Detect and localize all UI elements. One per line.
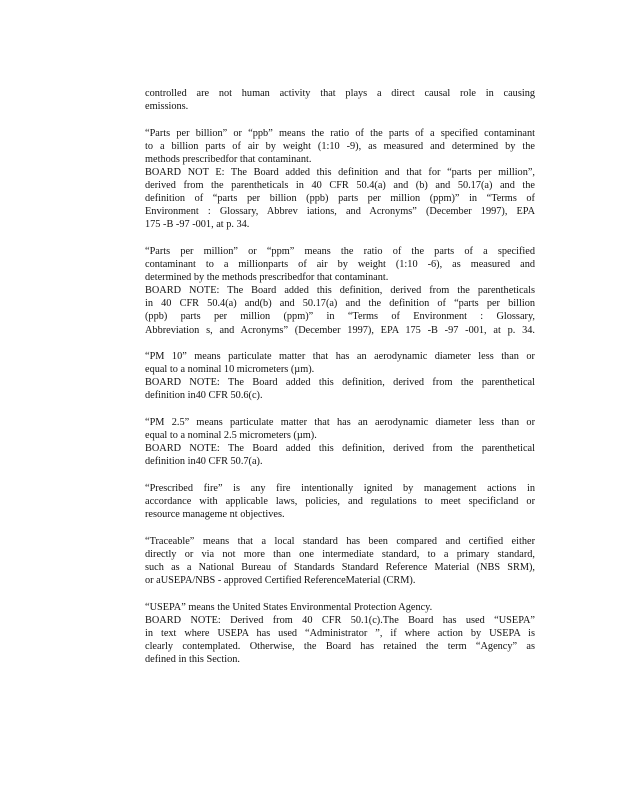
text-line: BOARD NOT E: The Board added this definition and that for “parts per million”, bbox=[145, 166, 535, 178]
text-line: Abbreviation s, and Acronyms” (December 1997), EPA 175 -B -97 -001, at p. 34. bbox=[145, 324, 535, 336]
text-line: BOARD NOTE: The Board added this definition, derived from the parentheticals bbox=[145, 285, 535, 297]
definition-prescribed-fire bbox=[145, 482, 535, 521]
definition-pm25 bbox=[145, 416, 535, 468]
text-line: definition in40 CFR 50.7(a). bbox=[145, 456, 263, 468]
text-line: definition in40 CFR 50.6(c). bbox=[145, 390, 263, 402]
text-line: in text where USEPA has used “Administrator ”, if where action by USEPA is bbox=[145, 627, 535, 639]
text-line: “Prescribed fire” is any fire intentionally ignited by management actions in bbox=[145, 482, 535, 494]
text-line: accordance with applicable laws, policies, and regulations to meet specificland or bbox=[145, 495, 535, 507]
text-line: (ppb) parts per million (ppm)” in “Terms of Environment : Glossary, bbox=[145, 311, 535, 323]
text-line: derived from the parentheticals in 40 CFR 50.4(a) and (b) and 50.17(a) and the bbox=[145, 180, 535, 192]
definition-pm10 bbox=[145, 350, 535, 402]
text-line: methods prescribedfor that contaminant. bbox=[145, 153, 312, 165]
text-line: clearly contemplated. Otherwise, the Board has retained the term “Agency” as bbox=[145, 640, 535, 652]
text-line: defined in this Section. bbox=[145, 653, 240, 665]
text-line: definition of “parts per billion (ppb) parts per million (ppm)” in “Terms of bbox=[145, 193, 535, 205]
document-page bbox=[145, 87, 535, 679]
text-line: BOARD NOTE: Derived from 40 CFR 50.1(c).The Board has used “USEPA” bbox=[145, 614, 535, 626]
text-line: “PM 2.5” means particulate matter that has an aerodynamic diameter less than or bbox=[145, 416, 535, 428]
definition-traceable bbox=[145, 535, 535, 587]
definition-parts-per-billion bbox=[145, 127, 535, 232]
text-line: “Parts per million” or “ppm” means the ratio of the parts of a specified bbox=[145, 245, 535, 257]
paragraph-continuation bbox=[145, 87, 535, 113]
text-line: “USEPA” means the United States Environmental Protection Agency. bbox=[145, 601, 433, 613]
text-line: equal to a nominal 2.5 micrometers (µm). bbox=[145, 430, 317, 442]
text-line: directly or via not more than one intermediate standard, to a primary standard, bbox=[145, 548, 535, 560]
text-line: in 40 CFR 50.4(a) and(b) and 50.17(a) and the definition of “parts per billion bbox=[145, 298, 535, 310]
text-line: “Traceable” means that a local standard has been compared and certified either bbox=[145, 535, 535, 547]
text-line: 175 -B -97 -001, at p. 34. bbox=[145, 219, 250, 231]
definition-usepa bbox=[145, 601, 535, 666]
text-line: “PM 10” means particulate matter that has an aerodynamic diameter less than or bbox=[145, 351, 535, 363]
text-line: controlled are not human activity that plays a direct causal role in causing bbox=[145, 88, 535, 99]
text-line: resource manageme nt objectives. bbox=[145, 509, 285, 521]
text-line: equal to a nominal 10 micrometers (µm). bbox=[145, 364, 315, 376]
text-line: BOARD NOTE: The Board added this definition, derived from the parenthetical bbox=[145, 377, 535, 389]
text-line: determined by the methods prescribedfor that contaminant. bbox=[145, 272, 389, 284]
text-line: emissions. bbox=[145, 101, 189, 113]
text-line: to a billion parts of air by weight (1:10 -9), as measured and determined by the bbox=[145, 140, 535, 152]
text-line: “Parts per billion” or “ppb” means the ratio of the parts of a specified contaminant bbox=[145, 127, 535, 139]
text-line: contaminant to a millionparts of air by weight (1:10 -6), as measured and bbox=[145, 259, 535, 271]
text-line: such as a National Bureau of Standards Standard Reference Material (NBS SRM), bbox=[145, 561, 535, 573]
text-line: or aUSEPA/NBS - approved Certified ReferenceMaterial (CRM). bbox=[145, 574, 416, 586]
definition-parts-per-million bbox=[145, 245, 535, 337]
text-line: BOARD NOTE: The Board added this definition, derived from the parenthetical bbox=[145, 443, 535, 455]
text-line: Environment : Glossary, Abbrev iations, and Acronyms” (December 1997), EPA bbox=[145, 206, 535, 218]
